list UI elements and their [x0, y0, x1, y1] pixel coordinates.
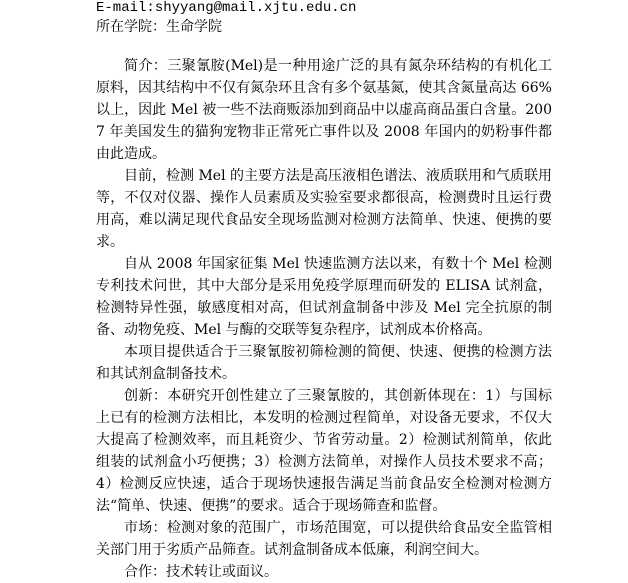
paragraph-project: 本项目提供适合于三聚氰胺初筛检测的简便、快速、便携的检测方法和其试剂盒制备技术。 [96, 344, 552, 382]
college-line: 所在学院：生命学院 [96, 19, 222, 35]
document-body [96, 55, 552, 583]
email-address: shyyang@mail.xjtu.edu.cn [154, 0, 357, 16]
email-label: E-mail: [96, 0, 155, 16]
paragraph-market: 市场：检测对象的范围广，市场范围宽，可以提供给食品安全监管相关部门用于劣质产品筛查。试剂盒制备成本低廉，利润空间大。 [96, 520, 552, 558]
paragraph-patents: 自从 2008 年国家征集 Mel 快速监测方法以来，有数十个 Mel 检测专利技术问世，其中大部分是采用免疫学原理而研发的 ELISA 试剂盒，检测特异性强，敏感度相对高，但试剂盒制备中涉及 Mel 完全抗原的制备、动物免疫、Mel 与酶的交联等复杂程序，试剂成本价格高。 [96, 256, 552, 338]
paragraph-introduction: 简介：三聚氰胺(Mel)是一种用途广泛的具有氮杂环结构的有机化工原料，因其结构中不仅有氮杂环且含有多个氨基氮，使其含氮量高达 66%以上，因此 Mel 被一些不法商贩添加到商品中以虚高商品蛋白含量。2007 年美国发生的猫狗宠物非正常死亡事件以及 2008 年国内的奶粉事件都由此造成。 [96, 58, 552, 162]
paragraph-current-methods: 目前，检测 Mel 的主要方法是高压液相色谱法、液质联用和气质联用等，不仅对仪器、操作人员素质及实验室要求都很高，检测费时且运行费用高，难以满足现代食品安全现场监测对检测方法简单、快速、便携的要求。 [96, 168, 552, 250]
email-line [96, 0, 356, 16]
paragraph-innovation: 创新：本研究开创性建立了三聚氰胺的，其创新体现在：1）与国标上已有的检测方法相比，本发明的检测过程简单，对设备无要求，不仅大大提高了检测效率，而且耗资少、节省劳动量。2）检测试剂简单，依此组装的试剂盒小巧便携；3）检测方法简单，对操作人员技术要求不高；4）检测反应快速，适合于现场快速报告满足当前食品安全检测对检测方法“简单、快速、便携”的要求。适合于现场筛查和监督。 [96, 388, 552, 514]
paragraph-cooperation: 合作：技术转让或面议。 [124, 564, 278, 580]
